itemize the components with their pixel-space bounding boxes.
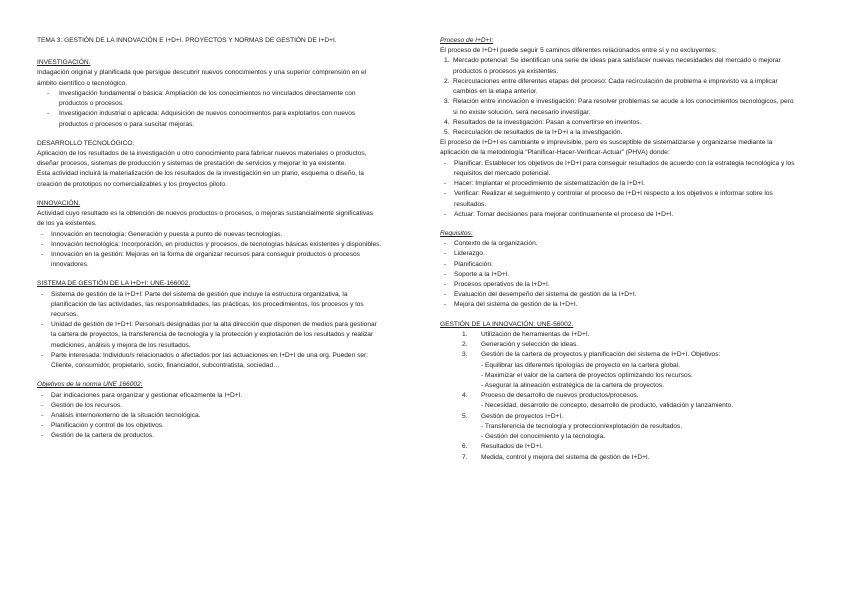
list-item: 3. Gestión de la cartera de proyectos y planificación del sistema de I+D+I. Objetivos: - Equilibrar las diferentes tipologías de proyecto en la cartera global. - Maximizar el valor de la cartera de proyectos optimizando los recursos. - Asegurar la alineación estratégica de la cartera de proyectos. <box>440 350 800 391</box>
list-item: 1. Utilización de herramientas de I+D+I. <box>462 330 590 338</box>
sistema-list <box>37 290 382 372</box>
list-item: - Unidad de gestión de I+D+I: Persona/s designadas por la alta dirección que disponen de medios para gestionar la cartera de proyectos, la transferencia de tecnología y la protección y explotación de los resultados y realizar mediciones, análisis y mejora de los resultados. <box>41 321 377 349</box>
list-item: 3. Relación entre innovación e investigación: Para resolver problemas se acude a los conocimientos tecnológicos, pero si no existe solución, será necesario investigar. <box>444 98 794 116</box>
list-item: - Sistema de gestión de la I+D+I: Parte del sistema de gestión que incluye la estructura organizativa, la planificación de las actividades, las responsabilidades, las prácticas, los procedimientos, los procesos y los recursos. <box>41 290 364 319</box>
list-item: - Planificación. <box>444 260 493 268</box>
list-item: 2. Recirculaciones entre diferentes etapas del proceso: Cada recirculación de problema e imprevisto va a implicar cambios en la etapa anterior. <box>444 77 778 96</box>
list-item: - Análisis interno/externo de la situación tecnológica. <box>41 412 201 419</box>
investigacion-text: Indagación original y planificada que persigue descubrir nuevos conocimientos y una superior comprensión en el ámbito científico o tecnológico. <box>37 69 367 87</box>
list-item: - Investigación industrial o aplicada: Adquisición de nuevos conocimientos para explotarlos con nuevos productos o procesos o para suscitar mejoras. <box>47 110 356 128</box>
sub-item: - Necesidad, desarrollo de concepto, desarrollo de producto, validación y lanzamiento. <box>481 402 734 410</box>
list-item: 4. Resultados de la investigación: Pasan a convertirse en inventos. <box>444 118 642 126</box>
list-item: - Hacer: Implantar el procedimiento de sistematización de la I+D+I. <box>444 180 645 188</box>
list-item: - Verificar: Realizar el seguimiento y controlar el proceso de I+D+I respecto a los objetivos e informar sobre los resultados. <box>444 190 773 208</box>
sub-item: - Equilibrar las diferentes tipologías de proyecto en la cartera global. <box>481 361 681 369</box>
desarrollo-text-2: Esta actividad incluirá la materialización de los resultados de la investigación en un plano, esquema o diseño, la creación de prototipos no comercializables y los proyectos piloto. <box>37 170 364 188</box>
list-item: - Soporte a la I+D+I. <box>444 270 510 278</box>
requisitos-list <box>440 239 800 311</box>
desarrollo-text-1: Aplicación de los resultados de la investigación u otro conocimiento para fabricar nuevos materiales o productos, diseñar procesos, sistemas de producción y sistemas de prestación de servicios y mejorar lo ya existente. <box>37 149 367 168</box>
sub-item: - Gestión del conocimiento y la tecnología. <box>481 433 606 441</box>
list-item: - Dar indicaciones para organizar y gestionar eficazmente la I+D+I. <box>41 391 243 399</box>
list-item: - Evaluación del desempeño del sistema de gestión de la I+D+I. <box>444 291 637 299</box>
document-title: TEMA 3: GESTIÓN DE LA INNOVACIÓN E I+D+I. PROYECTOS Y NORMAS DE GESTIÓN DE I+D+I. <box>37 37 337 44</box>
list-item: - Contexto de la organización. <box>444 240 538 248</box>
proceso-list <box>440 56 800 138</box>
une56002-list <box>440 330 800 463</box>
right-column <box>440 36 800 463</box>
list-item: - Gestión de los recursos. <box>41 401 123 409</box>
objetivos-list <box>37 391 382 442</box>
list-item: - Parte interesada: Individuo/s relacionados o afectados por las actuaciones en I+D+I de una org. Pueden ser: Cliente, consumidor, propietario, socio, financiador, subcontratista, sociedad… <box>41 351 369 370</box>
list-item: - Investigación fundamental o básica: Ampliación de los conocimientos no vinculados directamente con productos o procesos. <box>47 89 356 108</box>
list-item: 7. Medida, control y mejora del sistema de gestión de I+D+I. <box>462 453 650 461</box>
proceso-phva-text: El proceso de I+D+I es cambiante e imprevisible, pero es susceptible de sistematizarse y organizarse mediante la aplicación de la metodología “Planificar-Hacer-Verificar-Actuar” (PHVA) donde: <box>440 139 773 157</box>
requisitos-heading: Requisitos: <box>440 229 473 237</box>
innovacion-heading: INNOVACIÓN. <box>37 199 81 207</box>
list-item: - Planificación y control de los objetivos. <box>41 422 164 430</box>
list-item: - Liderazgo. <box>444 250 485 258</box>
list-item: 4. Proceso de desarrollo de nuevos productos/procesos. - Necesidad, desarrollo de concepto, desarrollo de producto, validación y lanzamiento. <box>440 391 800 411</box>
desarrollo-heading: DESARROLLO TECNOLÓGICO. <box>37 139 135 147</box>
innovacion-text: Actividad cuyo resultado es la obtención de nuevos productos o procesos, o mejoras sustancialmente significativas de los ya existentes. <box>37 210 374 228</box>
list-item: 2. Generación y selección de ideas. <box>462 341 579 349</box>
list-item: 5. Gestión de proyectos I+D+I. - Transferencia de tecnología y proteccion/explotación de resultados. - Gestión del conocimiento y la tecnología. <box>440 412 800 443</box>
list-item: - Innovación en la gestión: Mejoras en la forma de organizar recursos para conseguir productos o procesos innovadores. <box>41 250 360 269</box>
list-item: - Innovación en tecnología: Generación y puesta a punto de nuevas tecnologías. <box>41 230 283 238</box>
list-item: - Actuar: Tomar decisiones para mejorar continuamente el proceso de I+D+I. <box>444 210 674 218</box>
investigacion-heading: INVESTIGACIÓN. <box>37 59 91 67</box>
list-item: - Planificar: Establecer los objetivos de I+D+I para conseguir resultados de acuerdo con la estrategia tecnológica y los requisitos del mercado potencial. <box>444 159 795 177</box>
list-item: 1. Mercado potencial: Se identifican una serie de ideas para satisfacer nuevas necesidades del mercado o mejorar productos o procesos ya existentes. <box>444 57 781 75</box>
innovacion-list <box>37 230 382 271</box>
left-column <box>37 36 382 442</box>
list-item: 6. Resultados de I+D+I. <box>462 443 543 451</box>
list-item: - Procesos operativos de la I+D+I. <box>444 281 550 289</box>
investigacion-list <box>37 89 382 130</box>
proceso-heading: Proceso de I+D+I: <box>440 37 494 44</box>
sistema-heading: SISTEMA DE GESTIÓN DE LA I+D+I: UNE-166002. <box>37 280 191 288</box>
proceso-intro: El proceso de I+D+I puede seguir 5 caminos diferentes relacionados entre sí y no excluyentes: <box>440 47 717 55</box>
phva-list <box>440 159 800 220</box>
list-item: 5. Recirculación de resultados de la I+D+I a la investigación. <box>444 128 623 136</box>
list-item: - Mejora del sistema de gestión de la I+D+I. <box>444 301 578 309</box>
sub-item: - Maximizar el valor de la cartera de proyectos optimizando los recursos. <box>481 371 693 379</box>
objetivos-heading: Objetivos de la norma UNE 166002: <box>37 381 143 389</box>
list-item: - Innovación tecnológica: Incorporación, en productos y procesos, de tecnologías básicas existentes y disponibles. <box>41 240 382 248</box>
sub-item: - Asegurar la alineación estratégica de la cartera de proyectos. <box>481 382 664 389</box>
sub-item: - Transferencia de tecnología y proteccion/explotación de resultados. <box>481 422 683 430</box>
une56002-heading: GESTIÓN DE LA INNOVACIÓN: UNE-56002. <box>440 320 574 328</box>
list-item: - Gestión de la cartera de productos. <box>41 432 154 440</box>
